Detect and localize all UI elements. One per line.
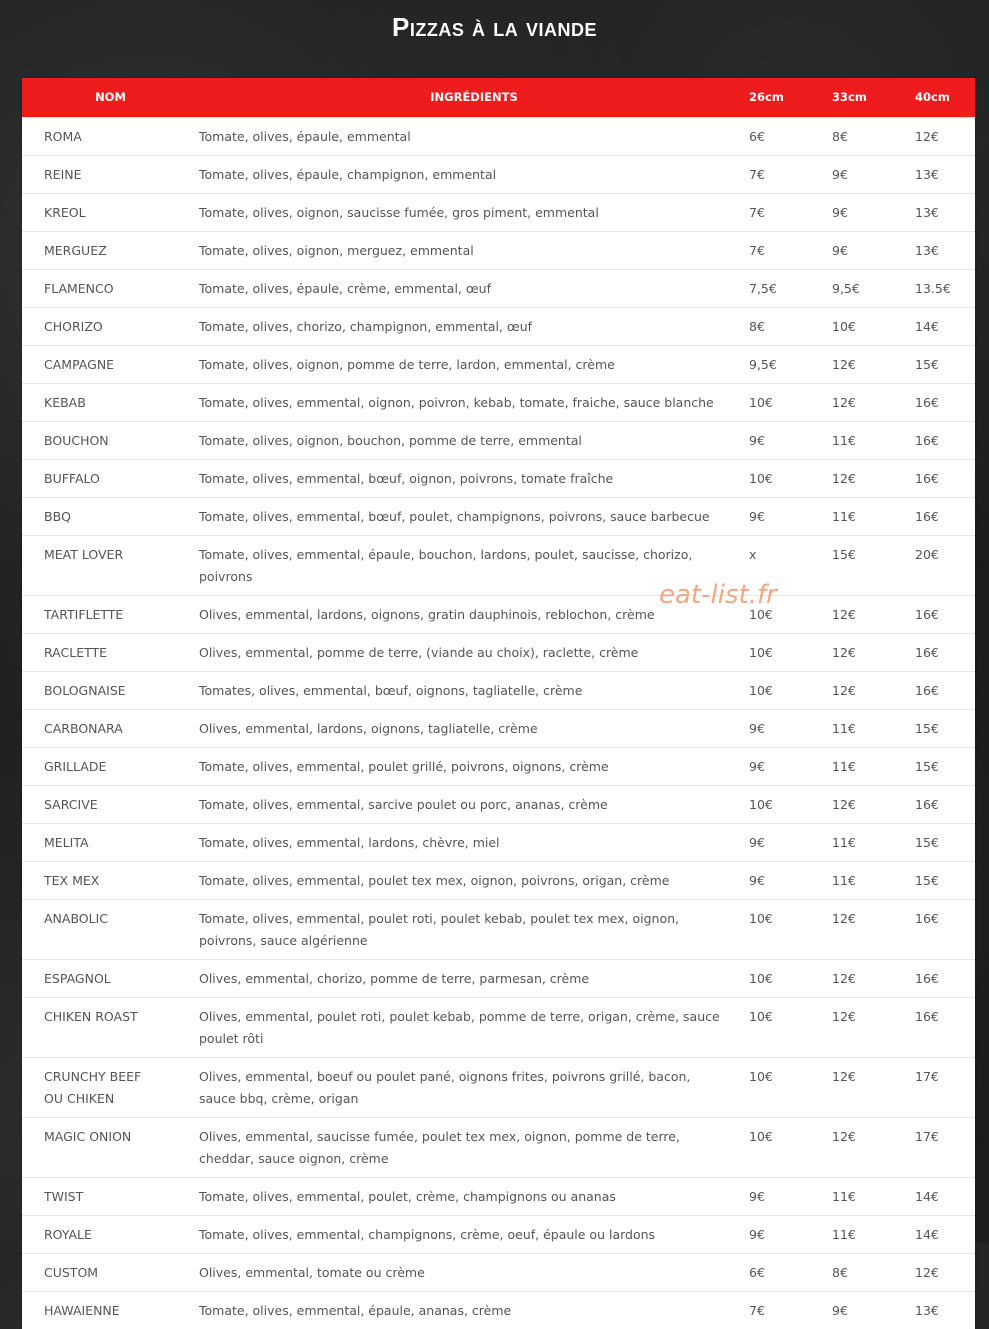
pizza-name: GRILLADE (22, 747, 199, 785)
price-26cm: 8€ (749, 307, 832, 345)
price-40cm: 13.5€ (915, 269, 975, 307)
price-40cm: 15€ (915, 823, 975, 861)
pizza-ingredients: Olives, emmental, pomme de terre, (viande au choix), raclette, crème (199, 633, 749, 671)
table-row (22, 231, 975, 269)
table-row (22, 1215, 975, 1253)
price-40cm: 14€ (915, 307, 975, 345)
table-row (22, 709, 975, 747)
table-row (22, 1177, 975, 1215)
pizza-ingredients: Tomate, olives, emmental, épaule, bouchon, lardons, poulet, saucisse, chorizo, poivrons (199, 535, 749, 595)
pizza-ingredients: Tomate, olives, épaule, champignon, emmental (199, 155, 749, 193)
pizza-name: MAGIC ONION (22, 1117, 199, 1177)
price-33cm: 12€ (832, 899, 915, 959)
price-40cm: 17€ (915, 1117, 975, 1177)
table-row (22, 959, 975, 997)
price-26cm: 10€ (749, 997, 832, 1057)
table-row (22, 497, 975, 535)
table-row (22, 633, 975, 671)
price-26cm: 6€ (749, 117, 832, 155)
pizza-ingredients: Tomate, olives, épaule, emmental (199, 117, 749, 155)
table-row (22, 1291, 975, 1329)
pizza-ingredients: Tomate, olives, oignon, saucisse fumée, gros piment, emmental (199, 193, 749, 231)
price-40cm: 16€ (915, 595, 975, 633)
price-26cm: 10€ (749, 899, 832, 959)
pizza-name: MERGUEZ (22, 231, 199, 269)
price-33cm: 11€ (832, 1215, 915, 1253)
price-33cm: 12€ (832, 997, 915, 1057)
pizza-name: ANABOLIC (22, 899, 199, 959)
price-40cm: 16€ (915, 671, 975, 709)
pizza-ingredients: Tomate, olives, emmental, lardons, chèvre, miel (199, 823, 749, 861)
price-40cm: 17€ (915, 1057, 975, 1117)
price-40cm: 15€ (915, 747, 975, 785)
pizza-ingredients: Tomate, olives, emmental, champignons, crème, oeuf, épaule ou lardons (199, 1215, 749, 1253)
price-33cm: 9€ (832, 193, 915, 231)
price-33cm: 11€ (832, 1177, 915, 1215)
price-33cm: 9€ (832, 1291, 915, 1329)
column-header-ingredients: INGRÉDIENTS (430, 90, 518, 105)
price-40cm: 16€ (915, 633, 975, 671)
pizza-ingredients: Tomates, olives, emmental, bœuf, oignons, tagliatelle, crème (199, 671, 749, 709)
pizza-name: BOUCHON (22, 421, 199, 459)
pizza-menu-table (22, 78, 975, 1329)
table-header-row (22, 78, 975, 117)
table-row (22, 823, 975, 861)
table-row (22, 193, 975, 231)
pizza-name: HAWAIENNE (22, 1291, 199, 1329)
price-33cm: 11€ (832, 709, 915, 747)
pizza-ingredients: Tomate, olives, emmental, bœuf, oignon, poivrons, tomate fraîche (199, 459, 749, 497)
pizza-name: TARTIFLETTE (22, 595, 199, 633)
price-40cm: 16€ (915, 997, 975, 1057)
price-33cm: 12€ (832, 383, 915, 421)
pizza-ingredients: Tomate, olives, chorizo, champignon, emmental, œuf (199, 307, 749, 345)
price-40cm: 16€ (915, 959, 975, 997)
pizza-name: MEAT LOVER (22, 535, 199, 595)
table-row (22, 785, 975, 823)
pizza-name: SARCIVE (22, 785, 199, 823)
price-33cm: 10€ (832, 307, 915, 345)
price-26cm: 9€ (749, 497, 832, 535)
pizza-name: CHORIZO (22, 307, 199, 345)
price-26cm: 7€ (749, 193, 832, 231)
table-row (22, 535, 975, 595)
price-33cm: 8€ (832, 117, 915, 155)
pizza-name: MELITA (22, 823, 199, 861)
price-26cm: 9€ (749, 823, 832, 861)
price-26cm: 10€ (749, 671, 832, 709)
price-33cm: 9€ (832, 231, 915, 269)
pizza-ingredients: Tomate, olives, oignon, bouchon, pomme de terre, emmental (199, 421, 749, 459)
price-33cm: 12€ (832, 633, 915, 671)
price-40cm: 20€ (915, 535, 975, 595)
pizza-ingredients: Tomate, olives, emmental, oignon, poivron, kebab, tomate, fraiche, sauce blanche (199, 383, 749, 421)
table-row (22, 1253, 975, 1291)
price-33cm: 11€ (832, 421, 915, 459)
pizza-name: ESPAGNOL (22, 959, 199, 997)
price-26cm: 10€ (749, 633, 832, 671)
price-26cm: x (749, 535, 832, 595)
table-row (22, 1057, 975, 1117)
price-26cm: 10€ (749, 959, 832, 997)
pizza-ingredients: Olives, emmental, saucisse fumée, poulet tex mex, oignon, pomme de terre, cheddar, sauce oignon, crème (199, 1117, 749, 1177)
price-40cm: 16€ (915, 459, 975, 497)
pizza-name: TEX MEX (22, 861, 199, 899)
pizza-name: FLAMENCO (22, 269, 199, 307)
price-40cm: 16€ (915, 497, 975, 535)
price-26cm: 7€ (749, 1291, 832, 1329)
pizza-name: CUSTOM (22, 1253, 199, 1291)
pizza-ingredients: Tomate, olives, emmental, sarcive poulet ou porc, ananas, crème (199, 785, 749, 823)
price-33cm: 11€ (832, 861, 915, 899)
table-body (22, 117, 975, 1329)
price-40cm: 16€ (915, 899, 975, 959)
price-26cm: 9€ (749, 747, 832, 785)
price-33cm: 12€ (832, 671, 915, 709)
table-row (22, 117, 975, 155)
pizza-name: TWIST (22, 1177, 199, 1215)
column-header-26cm: 26cm (749, 90, 784, 105)
pizza-ingredients: Olives, emmental, lardons, oignons, tagliatelle, crème (199, 709, 749, 747)
table-row (22, 861, 975, 899)
pizza-ingredients: Olives, emmental, boeuf ou poulet pané, oignons frites, poivrons grillé, bacon, sauce bbq, crème, origan (199, 1057, 749, 1117)
pizza-name: BUFFALO (22, 459, 199, 497)
price-26cm: 7,5€ (749, 269, 832, 307)
price-26cm: 10€ (749, 785, 832, 823)
pizza-ingredients: Tomate, olives, emmental, poulet, crème, champignons ou ananas (199, 1177, 749, 1215)
pizza-ingredients: Tomate, olives, emmental, poulet roti, poulet kebab, poulet tex mex, oignon, poivrons, sauce algérienne (199, 899, 749, 959)
pizza-name: REINE (22, 155, 199, 193)
column-header-33cm: 33cm (832, 90, 867, 105)
table-row (22, 1117, 975, 1177)
table-row (22, 383, 975, 421)
pizza-name: KREOL (22, 193, 199, 231)
pizza-ingredients: Tomate, olives, emmental, épaule, ananas, crème (199, 1291, 749, 1329)
price-33cm: 11€ (832, 823, 915, 861)
pizza-ingredients: Tomate, olives, emmental, poulet tex mex, oignon, poivrons, origan, crème (199, 861, 749, 899)
price-40cm: 15€ (915, 861, 975, 899)
pizza-ingredients: Tomate, olives, emmental, poulet grillé, poivrons, oignons, crème (199, 747, 749, 785)
price-33cm: 12€ (832, 1117, 915, 1177)
menu-table-container (22, 78, 975, 1329)
price-33cm: 9€ (832, 155, 915, 193)
price-26cm: 9€ (749, 1177, 832, 1215)
pizza-name: CAMPAGNE (22, 345, 199, 383)
table-row (22, 421, 975, 459)
price-33cm: 12€ (832, 459, 915, 497)
pizza-ingredients: Tomate, olives, oignon, pomme de terre, lardon, emmental, crème (199, 345, 749, 383)
pizza-ingredients: Tomate, olives, emmental, bœuf, poulet, champignons, poivrons, sauce barbecue (199, 497, 749, 535)
price-26cm: 6€ (749, 1253, 832, 1291)
page-title: Pizzas à la viande (391, 12, 597, 42)
price-33cm: 8€ (832, 1253, 915, 1291)
pizza-name: RACLETTE (22, 633, 199, 671)
table-row (22, 671, 975, 709)
pizza-name: BOLOGNAISE (22, 671, 199, 709)
price-26cm: 10€ (749, 595, 832, 633)
price-40cm: 16€ (915, 785, 975, 823)
pizza-ingredients: Tomate, olives, épaule, crème, emmental, œuf (199, 269, 749, 307)
price-40cm: 16€ (915, 421, 975, 459)
table-row (22, 899, 975, 959)
pizza-name: KEBAB (22, 383, 199, 421)
price-26cm: 7€ (749, 231, 832, 269)
pizza-ingredients: Olives, emmental, chorizo, pomme de terre, parmesan, crème (199, 959, 749, 997)
price-40cm: 13€ (915, 193, 975, 231)
pizza-ingredients: Tomate, olives, oignon, merguez, emmental (199, 231, 749, 269)
price-33cm: 15€ (832, 535, 915, 595)
column-header-40cm: 40cm (915, 90, 950, 105)
price-40cm: 14€ (915, 1177, 975, 1215)
price-40cm: 15€ (915, 345, 975, 383)
price-26cm: 9,5€ (749, 345, 832, 383)
price-26cm: 10€ (749, 1057, 832, 1117)
table-row (22, 595, 975, 633)
table-row (22, 459, 975, 497)
price-33cm: 12€ (832, 959, 915, 997)
price-26cm: 10€ (749, 459, 832, 497)
price-40cm: 14€ (915, 1215, 975, 1253)
price-33cm: 12€ (832, 595, 915, 633)
price-40cm: 12€ (915, 1253, 975, 1291)
price-26cm: 9€ (749, 1215, 832, 1253)
table-row (22, 155, 975, 193)
price-33cm: 9,5€ (832, 269, 915, 307)
price-26cm: 10€ (749, 1117, 832, 1177)
price-40cm: 15€ (915, 709, 975, 747)
table-row (22, 269, 975, 307)
watermark: eat-list.fr (659, 580, 777, 610)
price-26cm: 9€ (749, 421, 832, 459)
price-26cm: 9€ (749, 709, 832, 747)
price-33cm: 12€ (832, 345, 915, 383)
pizza-ingredients: Olives, emmental, tomate ou crème (199, 1253, 749, 1291)
table-row (22, 747, 975, 785)
price-33cm: 11€ (832, 747, 915, 785)
pizza-name: CARBONARA (22, 709, 199, 747)
pizza-name: CHIKEN ROAST (22, 997, 199, 1057)
column-header-name: NOM (95, 90, 126, 105)
price-40cm: 13€ (915, 155, 975, 193)
pizza-ingredients: Olives, emmental, lardons, oignons, gratin dauphinois, reblochon, crème (199, 595, 749, 633)
price-33cm: 12€ (832, 785, 915, 823)
price-40cm: 13€ (915, 1291, 975, 1329)
table-row (22, 307, 975, 345)
price-26cm: 7€ (749, 155, 832, 193)
price-33cm: 11€ (832, 497, 915, 535)
price-26cm: 9€ (749, 861, 832, 899)
price-33cm: 12€ (832, 1057, 915, 1117)
table-row (22, 997, 975, 1057)
pizza-name: BBQ (22, 497, 199, 535)
pizza-name: ROMA (22, 117, 199, 155)
price-26cm: 10€ (749, 383, 832, 421)
pizza-name: ROYALE (22, 1215, 199, 1253)
table-row (22, 345, 975, 383)
pizza-name: CRUNCHY BEEF OU CHIKEN (22, 1057, 199, 1117)
pizza-ingredients: Olives, emmental, poulet roti, poulet kebab, pomme de terre, origan, crème, sauce poulet rôti (199, 997, 749, 1057)
price-40cm: 13€ (915, 231, 975, 269)
price-40cm: 16€ (915, 383, 975, 421)
price-40cm: 12€ (915, 117, 975, 155)
